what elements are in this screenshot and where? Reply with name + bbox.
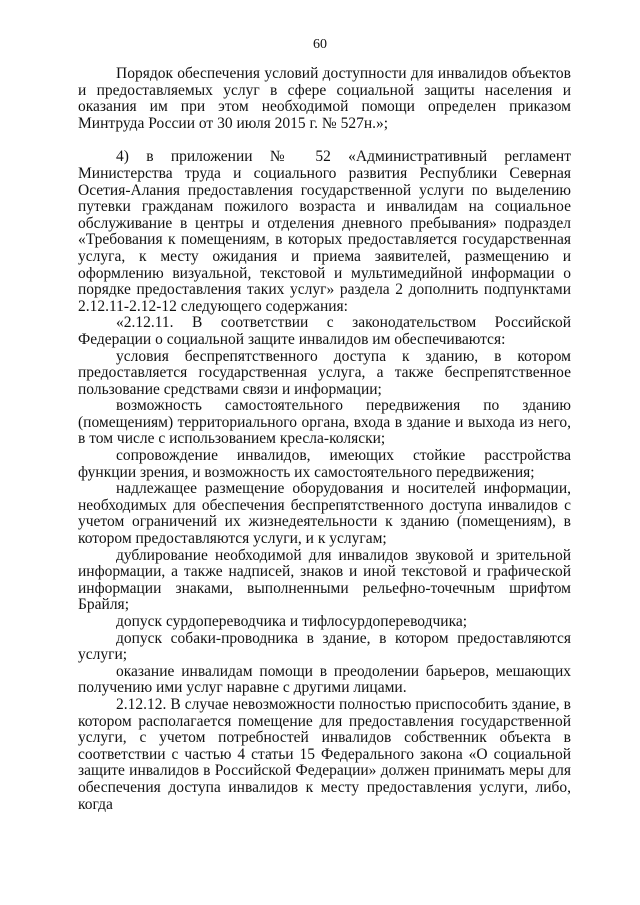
paragraph-2-12-11-intro: «2.12.11. В соответствии с законодательством Российской Федерации о социальной защите инвалидов им обеспечиваются: bbox=[78, 314, 571, 348]
list-item-equipment-placement: надлежащее размещение оборудования и носителей информации, необходимых для обеспечения беспрепятственного доступа инвалидов с учетом ограничений их жизнедеятельности к зданию (помещениям), в котором предоставляются услуги, и к услугам; bbox=[78, 480, 571, 548]
list-item-building-access: условия беспрепятственного доступа к зданию, в котором предоставляется государственная услуга, а также беспрепятственное пользование средствами связи и информации; bbox=[78, 347, 571, 398]
list-item-braille-duplication: дублирование необходимой для инвалидов звуковой и зрительной информации, а также надписей, знаков и иной текстовой и графической информации знаками, выполненными рельефно-точечным шрифтом Брайля; bbox=[78, 546, 571, 614]
list-item-vision-escort: сопровождение инвалидов, имеющих стойкие расстройства функции зрения, и возможность их самостоятельного передвижения; bbox=[78, 447, 571, 481]
document-body bbox=[78, 66, 571, 813]
list-item-barrier-assistance: оказание инвалидам помощи в преодолении барьеров, мешающих получению ими услуг наравне с другими лицами. bbox=[78, 662, 571, 697]
paragraph-2-12-12: 2.12.12. В случае невозможности полностью приспособить здание, в котором располагается помещение для предоставления государственной услуги, с учетом потребностей инвалидов собственник объекта в соответствии с частью 4 статьи 15 Федерального закона «О социальной защите инвалидов в Российской Федерации» должен принимать меры для обеспечения доступа инвалидов к месту предоставления услуги, либо, когда bbox=[78, 695, 571, 813]
list-item-independent-movement: возможность самостоятельного передвижения по зданию (помещениям) территориального органа, входа в здание и выхода из него, в том числе с использованием кресла-коляски; bbox=[78, 397, 571, 448]
paragraph-appendix-52-amendment: 4) в приложении № 52 «Административный регламент Министерства труда и социального развития Республики Северная Осетия-Алания предоставления государственной услуги по выделению путевки гражданам пожилого возраста и инвалидам на социальное обслуживание в центры и отделения дневного пребывания» подраздел «Требования к помещениям, в которых предоставляется государственная услуга, к месту ожидания и приема заявителей, размещению и оформлению визуальной, текстовой и мультимедийной информации о порядке предоставления таких услуг» раздела 2 дополнить подпунктами 2.12.11-2.12-12 следующего содержания: bbox=[78, 148, 571, 315]
list-item-guide-dog: допуск собаки-проводника в здание, в котором предоставляются услуги; bbox=[78, 629, 571, 664]
paragraph-access-order: Порядок обеспечения условий доступности для инвалидов объектов и предоставляемых услуг в сфере социальной защиты населения и оказания им при этом необходимой помощи определен приказом Минтруда России от 30 июля 2015 г. № 527н.»; bbox=[78, 65, 571, 132]
page-number: 60 bbox=[313, 37, 327, 52]
list-item-interpreter-admission: допуск сурдопереводчика и тифлосурдопереводчика; bbox=[116, 613, 468, 630]
